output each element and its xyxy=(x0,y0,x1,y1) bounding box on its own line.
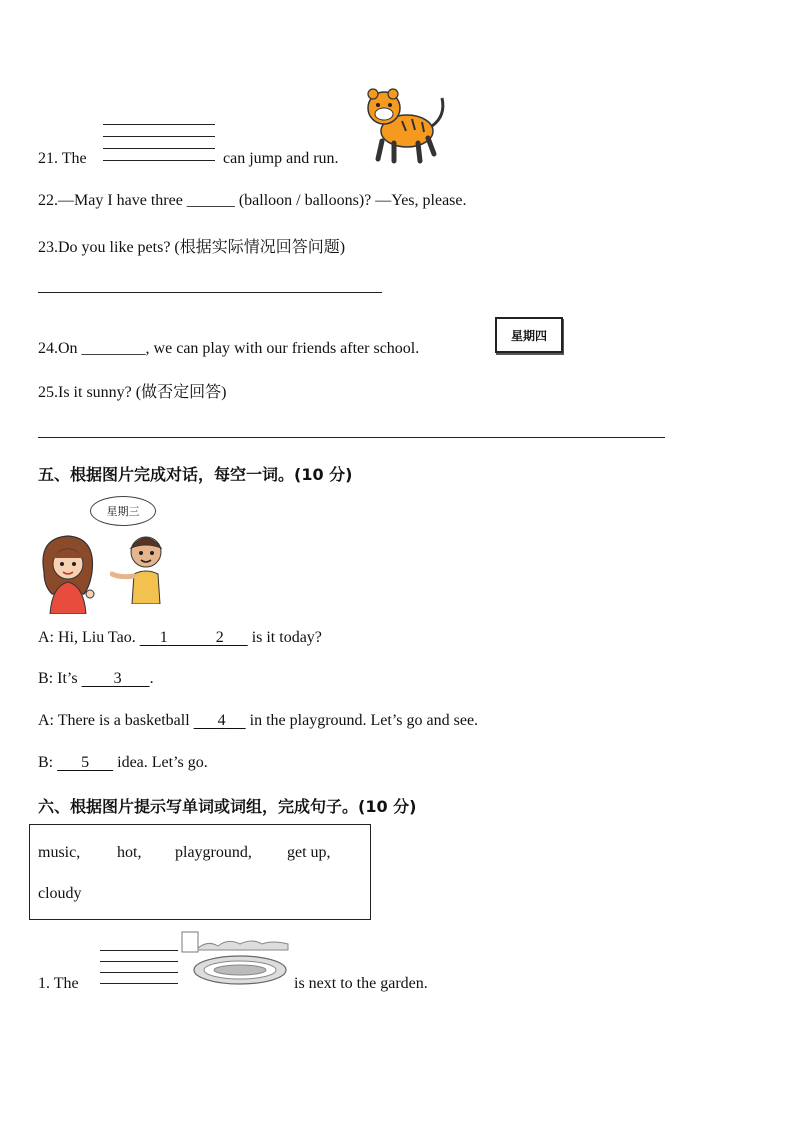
word-bank-item: cloudy xyxy=(38,885,82,902)
question-22: 22.—May I have three ______ (balloon / balloons)? —Yes, please. xyxy=(38,192,467,209)
question-number: 21. xyxy=(38,150,58,167)
question-23: 23.Do you like pets? (根据实际情况回答问题) xyxy=(38,239,346,256)
word-bank-item: hot, xyxy=(117,844,142,861)
section-6-title: 六、根据图片提示写单词或词组，完成句子。(10 分) xyxy=(38,797,417,816)
speech-bubble: 星期三 xyxy=(90,496,156,526)
question-21 xyxy=(38,150,87,168)
girl-icon xyxy=(36,532,98,614)
blank-2: 2 xyxy=(215,629,224,646)
tiger-icon xyxy=(362,86,448,164)
question-25: 25.Is it sunny? (做否定回答) xyxy=(38,384,227,401)
word-bank-item: music, xyxy=(38,844,81,861)
word-bank xyxy=(29,824,371,920)
day-card-thursday: 星期四 xyxy=(495,317,563,353)
boy-icon xyxy=(110,530,170,604)
blank-3: 3 xyxy=(113,670,122,687)
blank-5: 5 xyxy=(81,754,90,771)
dialogue-line-4: B: 5 idea. Let’s go. xyxy=(38,754,208,771)
question-text: The xyxy=(61,150,87,167)
sentence-1-after: is next to the garden. xyxy=(294,975,428,992)
word-bank-item: get up, xyxy=(287,844,331,861)
section-5-title: 五、根据图片完成对话，每空一词。(10 分) xyxy=(38,465,353,484)
dialogue-line-2: B: It’s 3 . xyxy=(38,670,154,687)
playground-icon xyxy=(178,928,290,990)
blank-4: 4 xyxy=(217,712,226,729)
dialogue-line-3: A: There is a basketball 4 in the playground. Let’s go and see. xyxy=(38,712,479,729)
blank-1: 1 xyxy=(159,629,168,646)
sentence-1-before: 1. The xyxy=(38,975,79,992)
question-24: 24.On ________, we can play with our friends after school. xyxy=(38,340,420,357)
dialogue-line-1: A: Hi, Liu Tao. 1 2 is it today? xyxy=(38,629,322,646)
answer-line xyxy=(38,437,665,438)
word-bank-item: playground, xyxy=(175,844,252,861)
question-21-after: can jump and run. xyxy=(223,150,339,167)
answer-line xyxy=(38,292,382,293)
